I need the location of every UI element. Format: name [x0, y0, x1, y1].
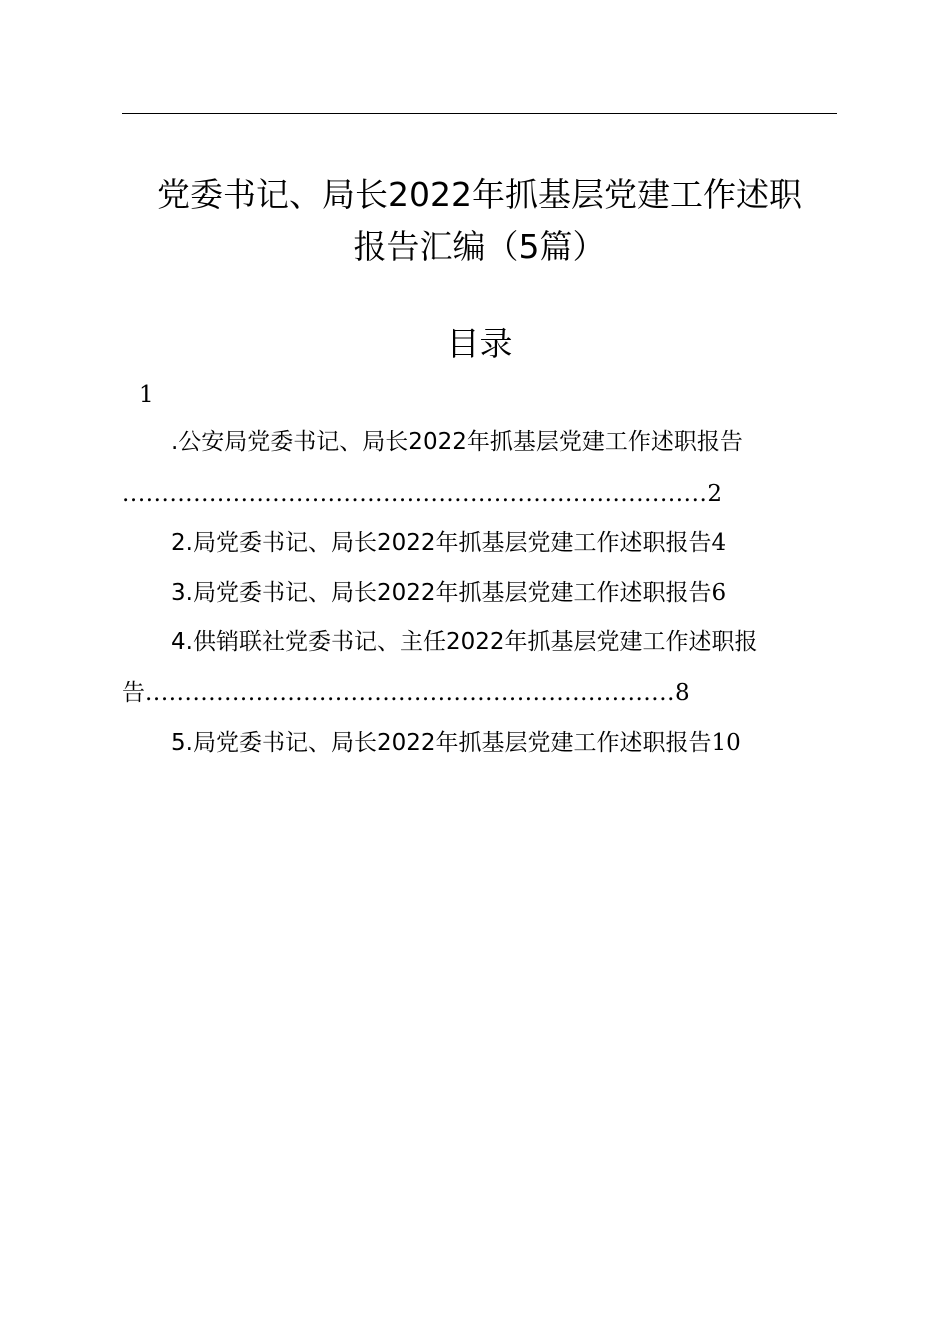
toc-item1-leader-line [122, 477, 722, 511]
toc-item4-cont-text: 告 [122, 680, 145, 706]
toc-item2-page: 4 [711, 530, 727, 556]
toc-item5-page: 10 [711, 730, 741, 756]
toc-item-3[interactable] [171, 576, 726, 610]
toc-item3-page: 6 [711, 580, 727, 606]
toc-item-4[interactable] [171, 625, 757, 659]
toc-item-5[interactable] [171, 726, 741, 760]
toc-item2-text: 2.局党委书记、局长2022年抓基层党建工作述职报告 [171, 530, 712, 556]
toc-item4-leader: ................................................................... [145, 680, 676, 706]
toc-item-1[interactable] [171, 425, 743, 459]
document-title-line1: 党委书记、局长2022年抓基层党建工作述职 [157, 175, 802, 214]
toc-item-2[interactable] [171, 526, 726, 560]
toc-item4-text: 4.供销联社党委书记、主任2022年抓基层党建工作述职报 [171, 629, 758, 655]
toc-item3-text: 3.局党委书记、局长2022年抓基层党建工作述职报告 [171, 580, 712, 606]
toc-item4-page: 8 [675, 680, 690, 706]
toc-item5-text: 5.局党委书记、局长2022年抓基层党建工作述职报告 [171, 730, 712, 756]
toc-item1-text: .公安局党委书记、局长2022年抓基层党建工作述职报告 [171, 429, 743, 455]
toc-item1-leader: .......................................................................... [122, 481, 708, 507]
toc-item1-number: 1 [139, 382, 154, 408]
toc-item4-continuation [122, 676, 690, 710]
document-title-line2: 报告汇编（5篇） [353, 227, 606, 266]
header-rule [122, 113, 837, 114]
toc-heading: 目录 [446, 324, 513, 363]
toc-item1-page: 2 [707, 481, 723, 507]
